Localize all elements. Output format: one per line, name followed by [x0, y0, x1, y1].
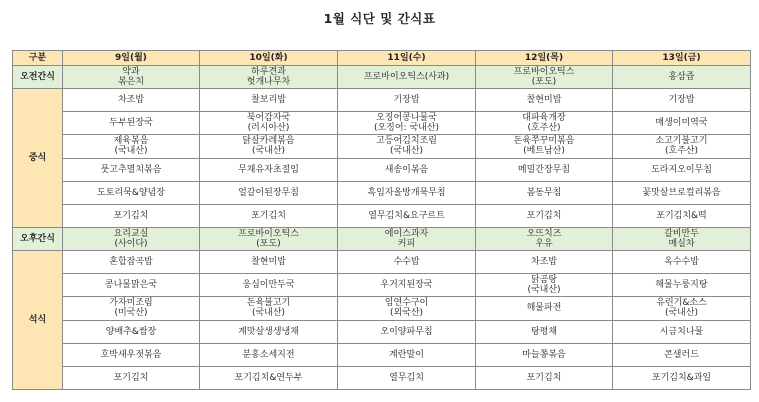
menu-item-line: 콩나물맑은국: [104, 280, 158, 291]
menu-item-line: 돈육쭈꾸미볶음: [513, 136, 575, 147]
meal-row: [13, 135, 751, 158]
menu-item-line: 풋고추멸치볶음: [100, 164, 162, 175]
menu-cell: [63, 158, 200, 181]
menu-item-origin: (국내산): [251, 146, 286, 157]
menu-cell: [613, 89, 751, 112]
menu-item-line: 제육볶음: [113, 136, 149, 147]
menu-cell: [200, 297, 338, 320]
header-row: [13, 51, 751, 66]
menu-cell: [338, 204, 476, 227]
menu-item-origin: (호주산): [664, 146, 699, 157]
menu-item-line: 포기김치&떡: [656, 210, 707, 221]
menu-cell: [613, 135, 751, 158]
menu-cell: [476, 204, 613, 227]
menu-item-line: 요리교실: [113, 229, 149, 240]
menu-cell: [200, 274, 338, 297]
menu-item-line: 포기김치&연두부: [234, 372, 303, 383]
category-label: 석식: [13, 251, 63, 390]
menu-item-line: 오징어콩나물국: [376, 113, 437, 124]
menu-item-line: 북어감자국: [246, 113, 291, 124]
snack-cell: [613, 227, 751, 250]
menu-item-line: 하루견과: [251, 67, 286, 78]
menu-cell: [338, 366, 476, 389]
menu-item-line: 계맛살생생냉채: [238, 326, 299, 337]
menu-cell: [200, 135, 338, 158]
category-label: 오전간식: [13, 66, 63, 89]
menu-item-line: 찰현미밥: [526, 95, 562, 106]
menu-cell: [338, 158, 476, 181]
menu-item-origin: (호주산): [527, 123, 561, 134]
page-title: 1월 식단 및 간식표: [323, 11, 436, 26]
menu-cell: [613, 274, 751, 297]
menu-item-line: 봄동무침: [526, 187, 562, 198]
header-day: 11일(수): [338, 51, 476, 66]
menu-item-origin: (외국산): [389, 308, 424, 319]
header-day: 13일(금): [613, 51, 751, 66]
category-label: 오후간식: [13, 227, 63, 250]
menu-cell: [613, 366, 751, 389]
menu-cell: [63, 89, 200, 112]
menu-item-line: 포기김치: [526, 372, 562, 383]
meal-row: [13, 181, 751, 204]
menu-cell: [338, 112, 476, 135]
menu-item-line: 약과: [122, 67, 140, 78]
menu-item-line: 가자미조림: [109, 298, 153, 309]
menu-cell: [63, 251, 200, 274]
menu-item-line: 차조밥: [117, 95, 145, 106]
category-label: 중식: [13, 89, 63, 228]
menu-cell: [63, 274, 200, 297]
menu-item-line: 오이양파무침: [380, 326, 433, 337]
menu-cell: [200, 366, 338, 389]
snack-cell: [63, 66, 200, 89]
meal-row: [13, 320, 751, 343]
menu-item-line: 열무김치&요구르트: [368, 210, 445, 221]
menu-item-line: 도토리묵&양념장: [97, 187, 165, 198]
menu-item-line: 찰현미밥: [251, 257, 286, 268]
menu-cell: [476, 181, 613, 204]
menu-cell: [476, 158, 613, 181]
menu-item-line: 갈비만두: [664, 229, 699, 240]
menu-item-line: 차조밥: [530, 257, 558, 268]
menu-item-line: 찰보리밥: [251, 95, 286, 106]
menu-item-line: 임연수구이: [384, 298, 429, 309]
menu-item-line: 마늘쫑볶음: [522, 349, 566, 360]
meal-row: [13, 89, 751, 112]
menu-item-line: 꽃맛살브로컬리볶음: [642, 187, 721, 198]
menu-item-line: 기장밥: [393, 95, 420, 106]
menu-cell: [613, 251, 751, 274]
snack-cell: [613, 66, 751, 89]
menu-item-line: 웅심이만두국: [242, 280, 295, 291]
menu-cell: [338, 343, 476, 366]
menu-cell: [476, 135, 613, 158]
menu-item-line: 홍삼즙: [668, 72, 695, 83]
menu-item-origin: 헛개나무차: [246, 77, 291, 88]
menu-item-line: 에이스과자: [384, 229, 429, 240]
menu-cell: [476, 251, 613, 274]
menu-cell: [613, 204, 751, 227]
snack-cell: [338, 227, 476, 250]
header-day: 9일(월): [63, 51, 200, 66]
am-snack-row: [13, 66, 751, 89]
menu-item-line: 분홍소세지전: [242, 349, 295, 360]
menu-item-line: 해물누룽지탕: [655, 280, 708, 291]
menu-item-origin: 매실차: [668, 239, 695, 250]
snack-cell: [476, 227, 613, 250]
menu-cell: [338, 251, 476, 274]
menu-cell: [63, 204, 200, 227]
menu-item-origin: (국내산): [664, 308, 699, 319]
menu-item-line: 돈육불고기: [246, 298, 291, 309]
menu-cell: [338, 89, 476, 112]
menu-item-origin: (포도): [256, 239, 281, 250]
menu-item-line: 도라지오이무침: [651, 164, 712, 175]
menu-cell: [200, 320, 338, 343]
menu-item-line: 두부된장국: [109, 118, 153, 129]
header-day: 12일(목): [476, 51, 613, 66]
menu-cell: [476, 112, 613, 135]
pm-snack-row: [13, 227, 751, 250]
menu-cell: [613, 181, 751, 204]
menu-item-origin: 볶은치: [117, 77, 145, 88]
menu-item-line: 대파육개장: [522, 113, 566, 124]
menu-item-line: 콘샐러드: [664, 349, 699, 360]
meal-row: [13, 158, 751, 181]
menu-item-origin: (베트남산): [523, 146, 565, 157]
menu-item-line: 우거지된장국: [380, 280, 433, 291]
menu-item-origin: (국내산): [527, 285, 561, 296]
menu-item-line: 유린기&소스: [656, 298, 707, 309]
snack-cell: [476, 66, 613, 89]
menu-item-line: 포기김치: [526, 210, 562, 221]
menu-cell: [476, 89, 613, 112]
menu-cell: [200, 343, 338, 366]
menu-item-line: 포기김치: [251, 210, 286, 221]
menu-cell: [613, 343, 751, 366]
menu-item-line: 포기김치: [113, 210, 149, 221]
menu-item-line: 새송이볶음: [384, 164, 429, 175]
menu-item-line: 흑임자올방개묵무침: [367, 187, 446, 198]
menu-cell: [200, 89, 338, 112]
meal-row: [13, 274, 751, 297]
menu-cell: [338, 135, 476, 158]
menu-cell: [63, 135, 200, 158]
menu-item-line: 탕평채: [530, 326, 558, 337]
menu-cell: [613, 158, 751, 181]
meal-table: [12, 50, 751, 390]
menu-item-origin: (러시아산): [247, 123, 290, 134]
snack-cell: [338, 66, 476, 89]
menu-item-origin: 우유: [535, 239, 553, 250]
menu-cell: [476, 366, 613, 389]
menu-item-line: 해물파전: [526, 303, 562, 314]
menu-item-line: 고등어김치조림: [376, 136, 437, 147]
menu-item-line: 기장밥: [668, 95, 695, 106]
menu-cell: [63, 320, 200, 343]
menu-item-origin: (포도): [531, 77, 557, 88]
menu-item-line: 닭살카레볶음: [242, 136, 295, 147]
snack-cell: [200, 227, 338, 250]
menu-cell: [476, 320, 613, 343]
menu-item-line: 프로바이오틱스: [238, 229, 299, 240]
menu-cell: [63, 181, 200, 204]
menu-item-line: 옥수수밥: [664, 257, 699, 268]
menu-item-line: 계란말이: [389, 349, 424, 360]
menu-cell: [613, 320, 751, 343]
menu-item-line: 포기김치: [113, 372, 149, 383]
menu-item-origin: 커피: [397, 239, 416, 250]
meal-row: [13, 297, 751, 320]
meal-row: [13, 251, 751, 274]
menu-item-line: 무채유자초절임: [238, 164, 299, 175]
snack-cell: [200, 66, 338, 89]
menu-item-origin: (사이다): [114, 239, 148, 250]
menu-cell: [476, 297, 613, 320]
menu-item-line: 호박새우젓볶음: [100, 349, 162, 360]
menu-cell: [63, 343, 200, 366]
menu-item-line: 오뜨치즈: [526, 229, 562, 240]
snack-cell: [63, 227, 200, 250]
menu-cell: [338, 274, 476, 297]
menu-cell: [338, 181, 476, 204]
menu-cell: [613, 112, 751, 135]
menu-item-line: 닭곰탕: [530, 275, 558, 286]
menu-item-origin: (국내산): [389, 146, 424, 157]
menu-item-line: 수수밥: [393, 257, 420, 268]
menu-cell: [63, 366, 200, 389]
menu-item-origin: (국내산): [114, 146, 148, 157]
menu-item-line: 열무김치: [389, 372, 424, 383]
menu-item-line: 양배추&쌈장: [105, 326, 157, 337]
menu-cell: [476, 274, 613, 297]
header-category: 구분: [13, 51, 63, 66]
meal-row: [13, 112, 751, 135]
menu-cell: [338, 320, 476, 343]
menu-cell: [338, 297, 476, 320]
menu-item-line: 프로바이오틱스: [513, 67, 575, 78]
menu-item-line: 혼합잡곡밥: [109, 257, 153, 268]
meal-row: [13, 343, 751, 366]
menu-cell: [200, 251, 338, 274]
meal-row: [13, 204, 751, 227]
menu-item-origin: (국내산): [251, 308, 286, 319]
menu-cell: [200, 158, 338, 181]
menu-item-line: 매생이미역국: [655, 118, 708, 129]
menu-cell: [200, 204, 338, 227]
menu-cell: [476, 343, 613, 366]
menu-cell: [63, 297, 200, 320]
menu-item-origin: (오징어: 국내산): [373, 123, 440, 134]
menu-item-line: 포기김치&과일: [651, 372, 712, 383]
menu-item-line: 소고기불고기: [655, 136, 708, 147]
header-day: 10일(화): [200, 51, 338, 66]
menu-item-origin: (미국산): [114, 308, 148, 319]
menu-cell: [200, 112, 338, 135]
meal-row: [13, 366, 751, 389]
menu-cell: [63, 112, 200, 135]
menu-cell: [613, 297, 751, 320]
menu-item-line: 시금치나물: [659, 326, 704, 337]
menu-item-line: 프로바이오틱스(사과): [363, 72, 450, 83]
menu-item-line: 얼갈이된장무침: [238, 187, 299, 198]
menu-cell: [200, 181, 338, 204]
menu-item-line: 메밀간장무침: [517, 164, 571, 175]
